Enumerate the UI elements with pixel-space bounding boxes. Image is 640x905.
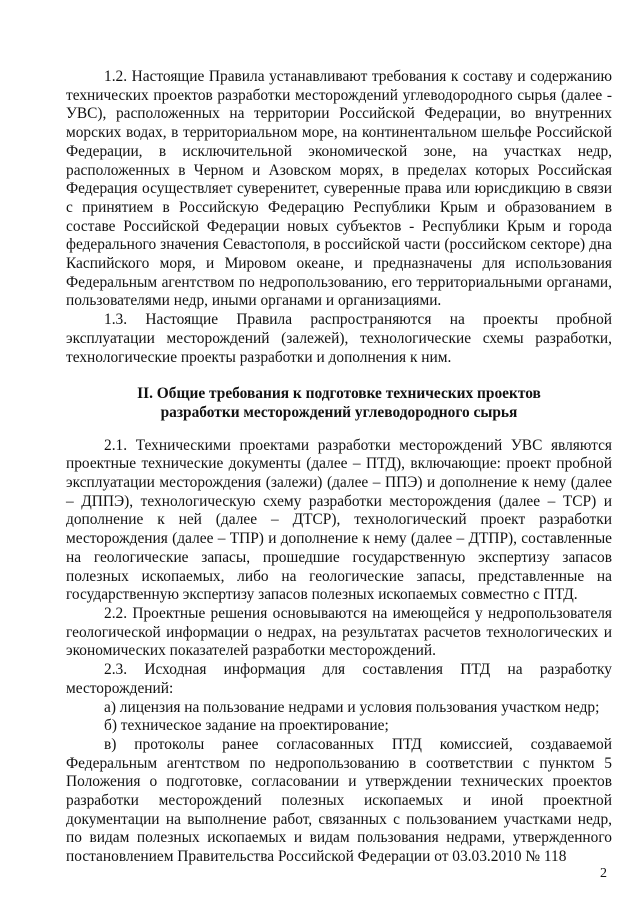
- section-heading-line-1: II. Общие требования к подготовке технических проектов: [137, 385, 541, 403]
- list-item-a: а) лицензия на пользование недрами и условия пользования участком недр;: [104, 698, 600, 716]
- section-heading-line-2: разработки месторождений углеводородного сырья: [160, 403, 518, 421]
- paragraph-2-3: 2.3. Исходная информация для составления ПТД на разработку месторождений:: [66, 661, 612, 697]
- paragraph-1-2: 1.2. Настоящие Правила устанавливают требования к составу и содержанию технических проектов разработки месторождений углеводородного сырья (далее - УВС), расположенных на территории Российской Федерации, во внутренних морских водах, в территориальном море, на континентальном шельфе Российской Федерации, в исключительной экономической зоне, на участках недр, расположенных в Черном и Азовском морях, в пределах которых Российская Федерация осуществляет суверенитет, суверенные права или юрисдикцию в связи с принятием в Российскую Федерацию Республики Крым и образованием в составе Российской Федерации новых субъектов - Республики Крым и города федерального значения Севастополя, в российской части (российском секторе) дна Каспийского моря, и Мировом океане, и предназначены для использования Федеральным агентством по недропользованию, его территориальными органами, пользователями недр, иными органами и организациями.: [66, 68, 612, 310]
- page-number: 2: [600, 866, 607, 881]
- paragraph-1-3: 1.3. Настоящие Правила распространяются на проекты пробной эксплуатации месторождений (залежей), технологические схемы разработки, технологические проекты разработки и дополнения к ним.: [66, 311, 612, 366]
- list-item-v: в) протоколы ранее согласованных ПТД комиссией, создаваемой Федеральным агентством по недропользованию в соответствии с пунктом 5 Положения о подготовке, согласовании и утверждении технических проектов разработки месторождений полезных ископаемых и иной проектной документации на выполнение работ, связанных с пользованием участками недр, по видам полезных ископаемых и видам пользования недрами, утвержденного постановлением Правительства Российской Федерации от 03.03.2010 № 118: [66, 735, 612, 866]
- document-body: [66, 68, 612, 867]
- list-item-b: б) техническое задание на проектирование;: [104, 717, 389, 735]
- paragraph-2-1: 2.1. Техническими проектами разработки месторождений УВС являются проектные технические документы (далее – ПТД), включающие: проект пробной эксплуатации месторождения (залежи) (далее – ППЭ) и дополнение к нему (далее – ДППЭ), технологическую схему разработки месторождения (далее – ТСР) и дополнение к ней (далее – ДТСР), технологический проект разработки месторождения (далее – ТПР) и дополнение к нему (далее – ДТПР), составленные на геологические запасы, прошедшие государственную экспертизу запасов полезных ископаемых, либо на геологические запасы, представленные на государственную экспертизу запасов полезных ископаемых совместно с ПТД.: [66, 436, 612, 604]
- section-heading: [66, 385, 612, 422]
- paragraph-2-2: 2.2. Проектные решения основываются на имеющейся у недропользователя геологической информации о недрах, на результатах расчетов технологических и экономических показателей разработки месторождений.: [66, 604, 612, 660]
